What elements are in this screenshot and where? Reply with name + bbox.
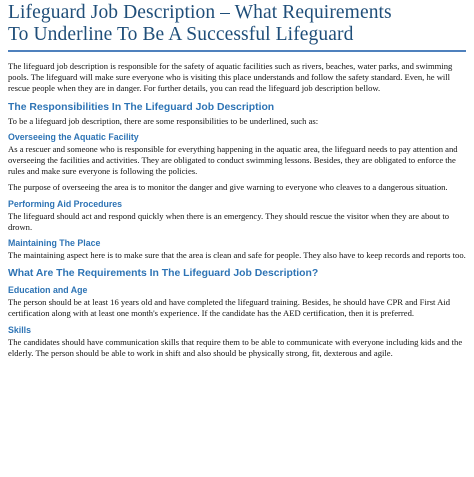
skills-heading: Skills [8,324,31,335]
maintaining-heading: Maintaining The Place [8,238,101,249]
skills-paragraph: The candidates should have communication skills that require them to be able to communicate with everyone including kids and the elderly. The person should be able to work in shift and also should be physically strong, fit, dexterous and agile. [8,336,463,358]
overseeing-paragraph-1: As a rescuer and someone who is responsible for everything happening in the aquatic area, the lifeguard needs to pay attention and overseeing the facilities and activities. They are obligated to conduct swimming lessons. Besides, they are obligated to enforce the rules and make sure everyone is following the policies. [8,143,458,177]
requirements-heading: What Are The Requirements In The Lifeguard Job Description? [8,268,319,280]
education-age-heading: Education and Age [8,285,88,296]
document-title [8,2,466,48]
responsibilities-heading: The Responsibilities In The Lifeguard Job Description [8,101,275,113]
maintaining-paragraph: The maintaining aspect here is to make sure that the area is clean and safe for people. They also have to keep records and reports too. [8,250,466,261]
overseeing-paragraph-2: The purpose of overseeing the area is to monitor the danger and give warning to everyone who cleaves to a dangerous situation. [8,182,448,193]
title-line-2: To Underline To Be A Successful Lifeguard [8,24,354,45]
aid-procedures-paragraph: The lifeguard should act and respond quickly when there is an emergency. They should rescue the visitor when they are about to drown. [8,210,450,232]
overseeing-heading: Overseeing the Aquatic Facility [8,131,139,142]
intro-paragraph: The lifeguard job description is responsible for the safety of aquatic facilities such as rivers, beaches, water parks, and swimming pools. The lifeguard will make sure everyone who is visiting this place understands and follow the safety standard. Even, he will rescue people when they are in danger. For further details, you can read the lifeguard job description bellow. [8,61,453,94]
title-underline-rule [8,50,466,52]
responsibilities-lead: To be a lifeguard job description, there are some responsibilities to be underlined, such as: [8,115,319,126]
education-age-paragraph: The person should be at least 16 years old and have completed the lifeguard training. Besides, he should have CPR and First Aid certification along with at least one month's experience. If the candidate has the AED certification, then it is preferred. [8,297,451,319]
title-line-1: Lifeguard Job Description – What Requirements [8,2,392,23]
aid-procedures-heading: Performing Aid Procedures [8,198,123,209]
